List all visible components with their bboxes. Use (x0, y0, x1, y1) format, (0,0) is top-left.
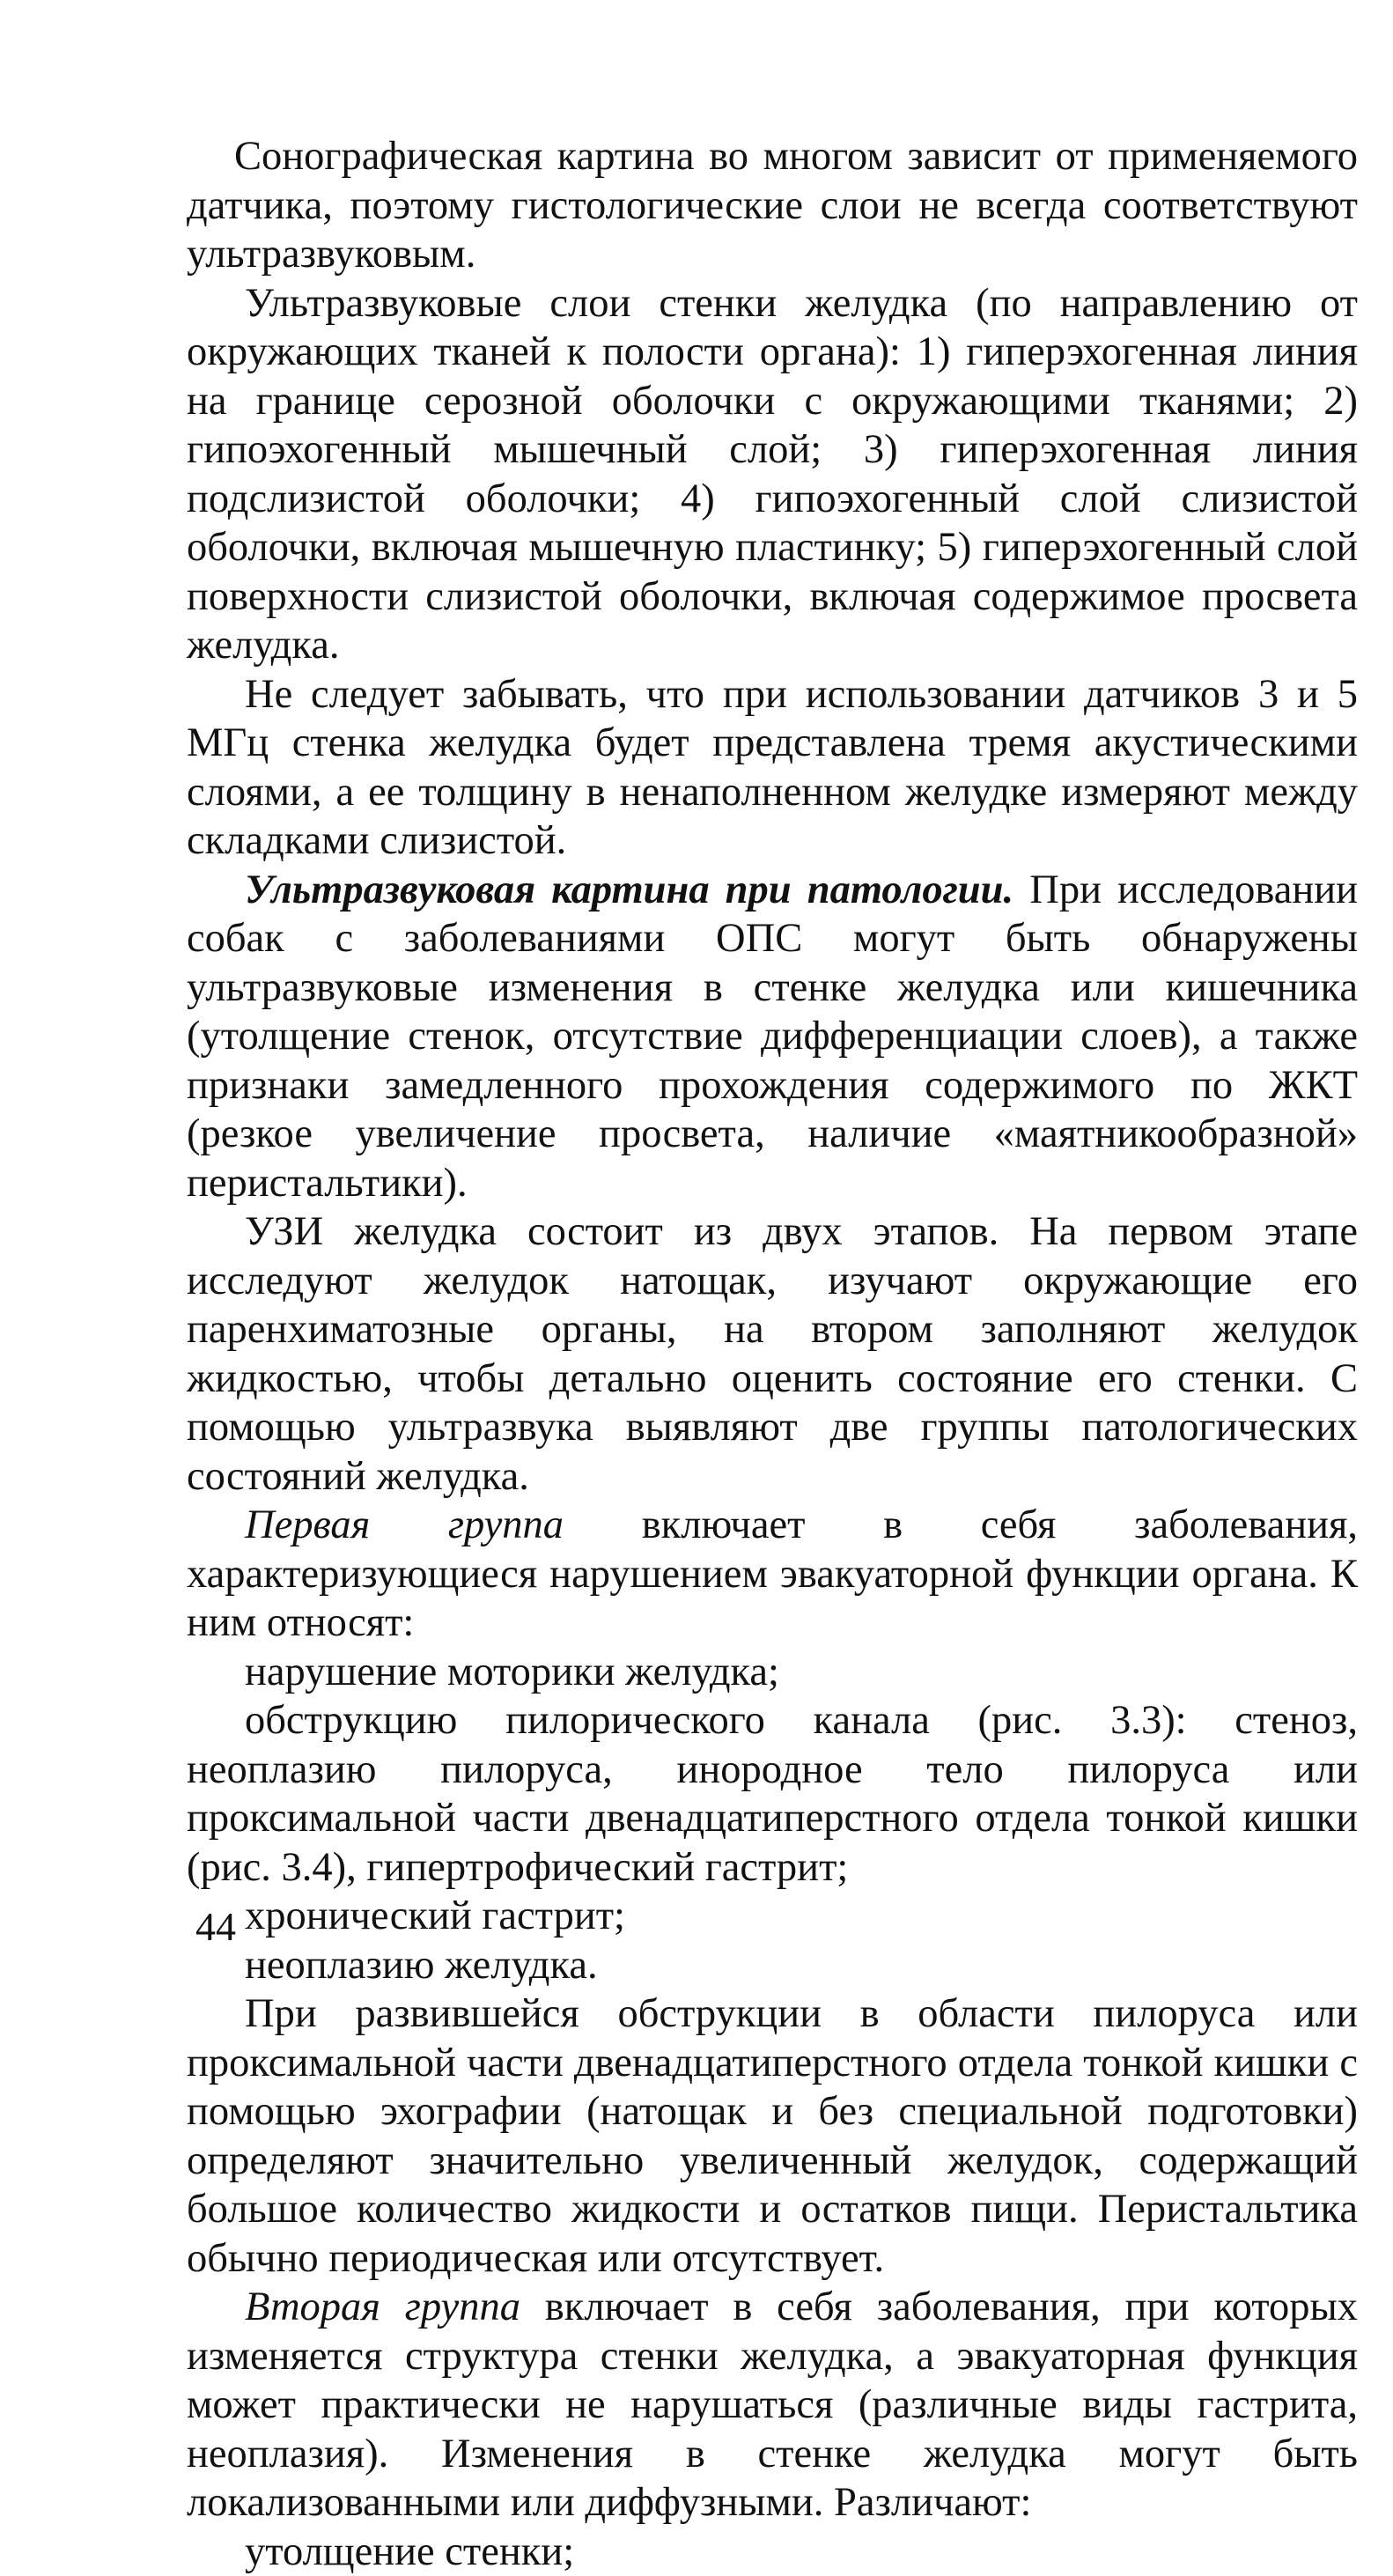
list-item-text: хронический гастрит; (245, 1893, 625, 1938)
paragraph-text: Сонографическая картина во многом зависит от применяемого датчика, поэтому гистологические слои не всегда соответствуют ультразвуковым. (187, 134, 1358, 277)
paragraph-stomach-exam (187, 1207, 1358, 1501)
paragraph-text: включает в себя заболевания, при которых изменяется структура стенки желудка, а эвакуаторная функция может практически не нарушаться (различные виды гастрита, неоплазия). Изменения в стенке желудка могут быть локализованными или диффузными. Различают: (187, 2284, 1358, 2525)
list-item-text: обструкцию пилорического канала (рис. 3.3): стеноз, неоплазию пилоруса, инородное тело пилоруса или проксимальной части двенадцатиперстного отдела тонкой кишки (рис. 3.4), гипертрофический гастрит; (187, 1698, 1358, 1890)
paragraph-sonographic-picture (187, 132, 1358, 279)
paragraph-text: При исследовании собак с заболеваниями ОПС могут быть обнаружены ультразвуковые изменения в стенке желудка или кишечника (утолщение стенок, отсутствие дифференциации слоев), а также признаки замедленного прохождения содержимого по ЖКТ (резкое увеличение просвета, наличие «маятникообразной» перистальтики). (187, 867, 1358, 1206)
list-item (187, 1892, 1358, 1941)
list-item-text: нарушение моторики желудка; (245, 1650, 779, 1694)
paragraph-sensors-note (187, 670, 1358, 866)
italic-lead-second-group: Вторая группа (245, 2284, 520, 2329)
paragraph-text: Не следует забывать, что при использовании датчиков 3 и 5 МГц стенка желудка будет представлена тремя акустическими слоями, а ее толщину в ненаполненном желудке измеряют между складками слизистой. (187, 672, 1358, 864)
paragraph-text: Ультразвуковые слои стенки желудка (по направлению от окружающих тканей к полости органа): 1) гиперэхогенная линия на границе серозной оболочки с окружающими тканями; 2) гипоэхогенный мышечный слой; 3) гиперэхогенная линия подслизистой оболочки; 4) гипоэхогенный слой слизистой оболочки, включая мышечную пластинку; 5) гиперэхогенный слой поверхности слизистой оболочки, включая содержимое просвета желудка. (187, 281, 1358, 668)
paragraph-first-group (187, 1501, 1358, 1648)
paragraph-text: При развившейся обструкции в области пилоруса или проксимальной части двенадцатиперстного отдела тонкой кишки с помощью эхографии (натощак и без специальной подготовки) определяют значительно увеличенный желудок, содержащий большое количество жидкости и остатков пищи. Перистальтика обычно периодическая или отсутствует. (187, 1991, 1358, 2281)
paragraph-obstruction (187, 1989, 1358, 2283)
paragraph-text: включает в себя заболевания, характеризующиеся нарушением эвакуаторной функции органа. К ним относят: (187, 1502, 1358, 1645)
list-item (187, 2528, 1358, 2576)
list-item (187, 1648, 1358, 1697)
paragraph-text: УЗИ желудка состоит из двух этапов. На первом этапе исследуют желудок натощак, изучают окружающие его паренхиматозные органы, на втором заполняют желудок жидкостью, чтобы детально оценить состояние его стенки. С помощью ультразвука выявляют две группы патологических состояний желудка. (187, 1209, 1358, 1499)
page-number: 44 (195, 1905, 236, 1949)
list-item-text: утолщение стенки; (245, 2529, 574, 2574)
paragraph-second-group (187, 2283, 1358, 2528)
list-item-text: неоплазию желудка. (245, 1943, 598, 1988)
paragraph-ultrasound-layers (187, 279, 1358, 670)
paragraph-pathology (187, 866, 1358, 1208)
section-lead-pathology: Ультразвуковая картина при патологии. (245, 867, 1013, 912)
italic-lead-first-group: Первая группа (245, 1502, 564, 1547)
document-body (187, 132, 1358, 2576)
list-item (187, 1696, 1358, 1892)
list-item (187, 1941, 1358, 1990)
